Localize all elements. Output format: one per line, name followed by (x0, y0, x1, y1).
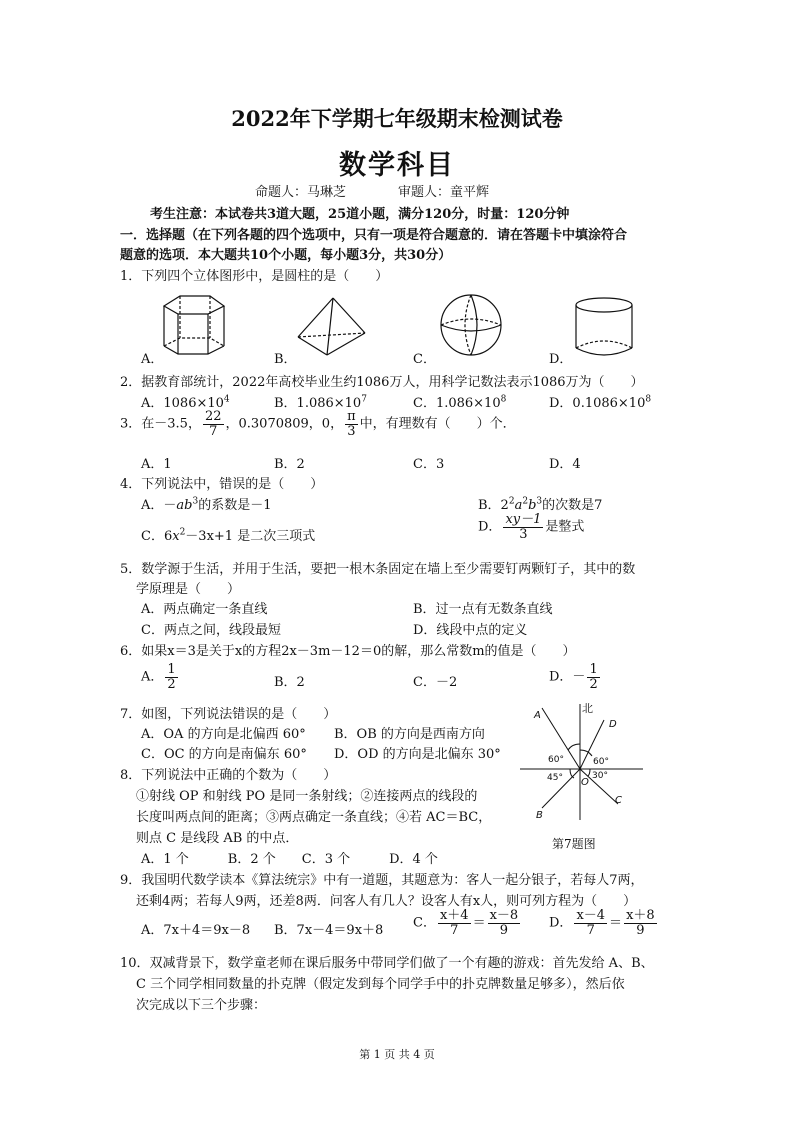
q5-option-d: D．线段中点的定义 (413, 623, 528, 638)
q9-option-b: B．7x－4＝9x＋8 (274, 923, 384, 938)
q4-option-b: B．$2^2a^2b^3$的次数是7 (478, 496, 603, 513)
hexagonal-prism-figure (158, 292, 230, 360)
q2-option-b: B．$1.086\times 10^7$ (274, 394, 367, 411)
sphere-figure (438, 292, 504, 358)
section-heading-line2: 题意的选项．本大题共10个小题，每小题3分，共30分） (120, 248, 452, 263)
direction-figure-7 (518, 700, 648, 825)
angle-label-1: 60° (548, 755, 564, 765)
label-o: O (581, 777, 589, 788)
q9-stem-line1: 9．我国明代数学读本《算法统宗》中有一道题，其题意为：客人一起分银子，若每人7两， (120, 873, 644, 888)
q8-line2: 长度叫两点间的距离；③两点确定一条直线；④若 AC＝BC， (136, 810, 492, 825)
q6-option-b: B．2 (274, 675, 305, 690)
q5-option-a: A．两点确定一条直线 (141, 602, 268, 617)
q5-stem-line2: 学原理是（ ） (136, 582, 241, 597)
q3-option-b: B．2 (274, 457, 305, 472)
q10-line1: 10．双减背景下，数学童老师在课后服务中带同学们做了一个有趣的游戏：首先发给 A、B、 (120, 956, 654, 971)
triangular-pyramid-figure (295, 295, 367, 359)
q10-line3: 次完成以下三个步骤： (136, 998, 267, 1013)
angle-label-4: 30° (592, 771, 608, 781)
angle-label-3: 45° (547, 773, 563, 783)
q6-option-d: D．－ $\frac{1}{2}$ (549, 662, 598, 692)
q1-option-a: A． (141, 352, 164, 367)
north-label: 北 (582, 702, 593, 715)
q8-options: A．1 个 B．2 个 C．3 个 D．4 个 (141, 852, 438, 867)
fraction-22-over-7: $\frac{22}{7}$ (204, 409, 222, 439)
q7-option-a: A．OA 的方向是北偏西 60° (141, 727, 306, 742)
label-d: D (609, 719, 617, 730)
q4-option-a: A．$-ab^3$的系数是－1 (141, 496, 272, 513)
q1-option-d: D． (549, 352, 573, 367)
q8-line1: ①射线 OP 和射线 PO 是同一条射线；②连接两点的线段的 (136, 789, 478, 804)
authors-line: 命题人：马琳芝 审题人：童平辉 (255, 185, 490, 200)
fraction-pi-over-3: $\frac{\pi}{3}$ (347, 409, 356, 439)
q3-option-a: A．1 (141, 457, 172, 472)
q3-stem: 3．在－3.5， $\frac{22}{7}$ ，0.3070809，0， $\frac{\pi}{3}$ 中，有理数有（ ）个． (120, 409, 516, 439)
angle-label-2: 60° (593, 757, 609, 767)
q2-option-c: C．$1.086\times 10^8$ (413, 394, 507, 411)
q8-stem: 8．下列说法中正确的个数为（ ） (120, 768, 337, 783)
q1-option-c: C． (413, 352, 436, 367)
q4-option-c: C．$6x^2-3x+1$ 是二次三项式 (141, 527, 316, 544)
q9-option-a: A．7x＋4＝9x－8 (141, 923, 251, 938)
q6-option-c: C．－2 (413, 675, 458, 690)
q6-option-a: A． $\frac{1}{2}$ (141, 662, 176, 692)
page-footer: 第 1 页 共 4 页 (359, 1048, 435, 1061)
q5-option-c: C．两点之间，线段最短 (141, 623, 281, 638)
q5-stem-line1: 5．数学源于生活，并用于生活，要把一根木条固定在墙上至少需要钉两颗钉子，其中的数 (120, 562, 636, 577)
figure7-caption: 第7题图 (552, 837, 596, 851)
q7-option-b: B．OB 的方向是西南方向 (334, 727, 485, 742)
cylinder-figure (572, 296, 636, 360)
label-a: A (534, 710, 541, 721)
label-b: B (536, 810, 543, 821)
q1-stem: 1．下列四个立体图形中，是圆柱的是（ ） (120, 269, 389, 284)
q2-option-d: D．$0.1086\times 10^8$ (549, 394, 652, 411)
subject-title: 数学科目 (339, 150, 455, 181)
q6-stem: 6．如果x＝3是关于x的方程2x－3m－12＝0的解，那么常数m的值是（ ） (120, 644, 576, 659)
label-c: C (615, 795, 622, 806)
q4-option-d: D． $\frac{xy-1}{3}$ 是整式 (478, 512, 585, 542)
q9-option-d: D． $\frac{x-4}{7}$ ＝ $\frac{x+8}{9}$ (549, 908, 655, 938)
q9-stem-line2: 还剩4两；若每人9两，还差8两．问客人有几人？设客人有x人，则可列方程为（ ） (136, 894, 637, 909)
q2-option-a: A．$1086\times 10^4$ (141, 394, 230, 411)
q3-option-c: C．3 (413, 457, 445, 472)
q9-option-c: C． $\frac{x+4}{7}$ ＝ $\frac{x-8}{9}$ (413, 908, 519, 938)
q8-line3: 则点 C 是线段 AB 的中点． (136, 831, 299, 846)
exam-title: 2022年下学期七年级期末检测试卷 (231, 106, 563, 131)
q4-stem: 4．下列说法中，错误的是（ ） (120, 477, 324, 492)
q5-option-b: B．过一点有无数条直线 (413, 602, 553, 617)
exam-notice: 考生注意：本试卷共3道大题，25道小题，满分120分，时量：120分钟 (150, 207, 570, 222)
q2-stem: 2．据教育部统计，2022年高校毕业生约1086万人，用科学记数法表示1086万为（ ） (120, 375, 644, 390)
q3-option-d: D．4 (549, 457, 581, 472)
q1-option-b: B． (274, 352, 297, 367)
section-heading-line1: 一．选择题（在下列各题的四个选项中，只有一项是符合题意的．请在答题卡中填涂符合 (120, 228, 628, 243)
q10-line2: C 三个同学相同数量的扑克牌（假定发到每个同学手中的扑克牌数量足够多），然后依 (136, 977, 625, 992)
q7-option-c: C．OC 的方向是南偏东 60° (141, 747, 307, 762)
q7-stem: 7．如图，下列说法错误的是（ ） (120, 707, 337, 722)
q7-option-d: D．OD 的方向是北偏东 30° (334, 747, 501, 762)
